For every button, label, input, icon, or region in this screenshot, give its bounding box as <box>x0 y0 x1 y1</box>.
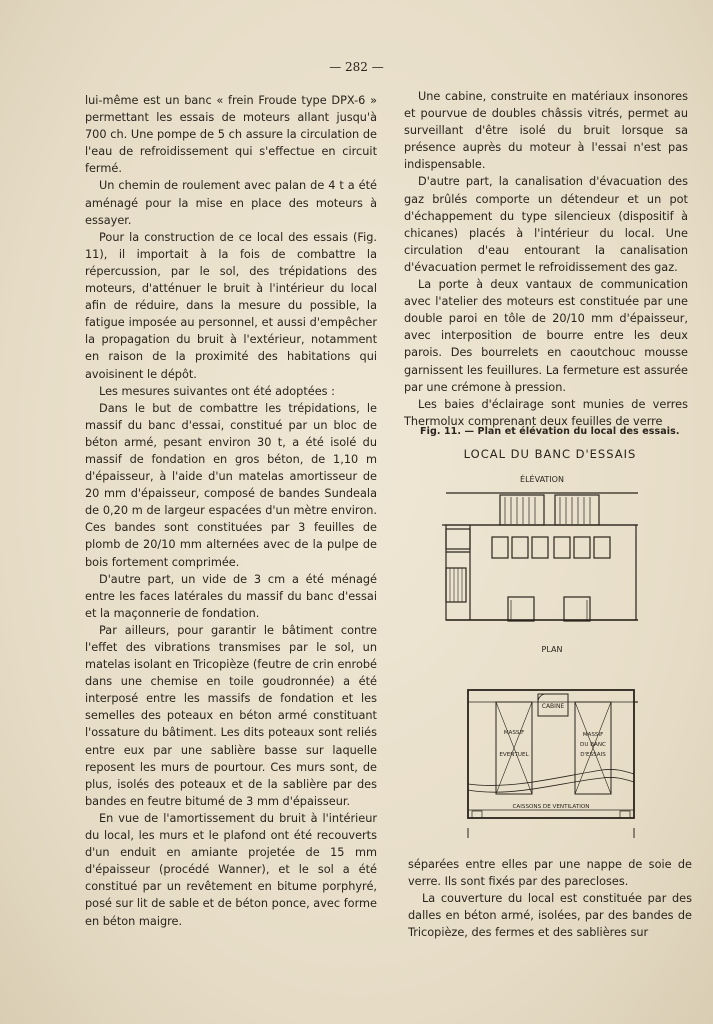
right-column-bottom <box>408 856 692 941</box>
architectural-drawing <box>412 440 688 840</box>
right-column-top <box>404 88 688 430</box>
drawing-title: LOCAL DU BANC D'ESSAIS <box>463 447 637 461</box>
massif-banc-label-3: D'ESSAIS <box>580 752 606 758</box>
paragraph: Les mesures suivantes ont été adoptées : <box>99 384 335 398</box>
plan-label: PLAN <box>541 645 563 654</box>
plan-view <box>468 690 638 838</box>
massif-banc-label-1: MASSIF <box>582 732 604 738</box>
paragraph: D'autre part, la canalisation d'évacuation des gaz brûlés comporte un détendeur et un pot d'échappement du type silencieux (dispositif à chicanes) placés à l'intérieur du local. Une circulation d'eau entourant la canalisation d'évacuation permet le refroidissement des gaz. <box>404 175 688 274</box>
paragraph: La porte à deux vantaux de communication avec l'atelier des moteurs est constituée par une double paroi en tôle de 20/10 mm d'épaisseur, avec interposition de bourre entre les deux parois. Des bourrelets en caoutchouc mousse garnissent les feuillures. La fermeture est assurée par une crémone à pression. <box>404 278 688 394</box>
paragraph: Une cabine, construite en matériaux insonores et pourvue de doubles châssis vitrés, permet au surveillant d'être isolé du bruit lorsque sa présence auprès du moteur à l'essai n'est pas indispensable. <box>404 90 688 172</box>
caissons-label: CAISSONS DE VENTILATION <box>512 804 590 810</box>
paragraph: En vue de l'amortissement du bruit à l'intérieur du local, les murs et le plafond ont été recouverts d'un enduit en amiante projetée de 15 mm d'épaisseur (procédé Wanner), et le sol a été constitué par un revêtement en bitume porphyré, posé sur lit de sable et de béton ponce, avec forme en béton maigre. <box>85 811 377 928</box>
paragraph: Les baies d'éclairage sont munies de verres Thermolux comprenant deux feuilles de verre <box>404 397 688 428</box>
elevation-label: ÉLÉVATION <box>520 475 564 484</box>
paragraph: séparées entre elles par une nappe de soie de verre. Ils sont fixés par des parecloses. <box>408 858 692 889</box>
paragraph: Par ailleurs, pour garantir le bâtiment contre l'effet des vibrations transmises par le sol, un matelas isolant en Tricopièze (feutre de crin enrobé dans une chemise en toile goudronnée) a été interposé entre les massifs de fondation et les semelles des poteaux en béton armé constituant l'ossature du bâtiment. Les dits poteaux sont reliés entre eux par une sablière basse sur laquelle reposent les murs de pourtour. Ces murs sont, de plus, isolés des poteaux et de la sablière par des bandes en feutre bitumé de 3 mm d'épaisseur. <box>85 623 377 808</box>
paragraph: La couverture du local est constituée par des dalles en béton armé, isolées, par des bandes de Tricopièze, des fermes et des sablières sur <box>408 892 692 940</box>
paragraph: D'autre part, un vide de 3 cm a été ménagé entre les faces latérales du massif du banc d'essai et la maçonnerie de fondation. <box>85 572 377 620</box>
figure-caption: Fig. 11. — Plan et élévation du local des essais. <box>420 426 680 437</box>
massif-eventuel-label-1: MASSIF <box>503 730 525 736</box>
elevation-view <box>442 493 638 621</box>
paragraph: Un chemin de roulement avec palan de 4 t a été aménagé pour la mise en place des moteurs à essayer. <box>85 179 377 227</box>
figure-plan-elevation <box>412 440 688 840</box>
cabine-label: CABINE <box>541 703 565 710</box>
paragraph: Dans le but de combattre les trépidations, le massif du banc d'essai, constitué par un bloc de béton armé, pesant environ 30 t, a été isolé du massif de fondation en gros béton, de 1,10 m d'épaisseur, à l'aide d'un matelas amortisseur de 20 mm d'épaisseur, composé de bandes Sundeala de 0,20 m de largeur espacées d'un mètre environ. Ces bandes sont constituées par 3 feuilles de plomb de 20/10 mm alternées avec de la pulpe de bois fortement comprimée. <box>85 401 377 569</box>
massif-banc-label-2: DU BANC <box>580 742 606 748</box>
massif-eventuel-label-2: EVENTUEL <box>499 752 529 758</box>
page-number: — 282 — <box>329 60 384 74</box>
left-column <box>85 92 377 930</box>
paragraph: lui-même est un banc « frein Froude type DPX-6 » permettant les essais de moteurs allant jusqu'à 700 ch. Une pompe de 5 ch assure la circulation de l'eau de refroidissement qui s'effectue en circuit fermé. <box>85 94 377 176</box>
paragraph: Pour la construction de ce local des essais (Fig. 11), il importait à la fois de combattre la répercussion, par le sol, des trépidations des moteurs, d'atténuer le bruit à l'intérieur du local afin de réduire, dans la mesure du possible, la fatigue imposée au personnel, et aussi d'empêcher la propagation du bruit à l'extérieur, notamment en raison de la proximité des habitations qui avoisinent le dépôt. <box>85 230 377 381</box>
